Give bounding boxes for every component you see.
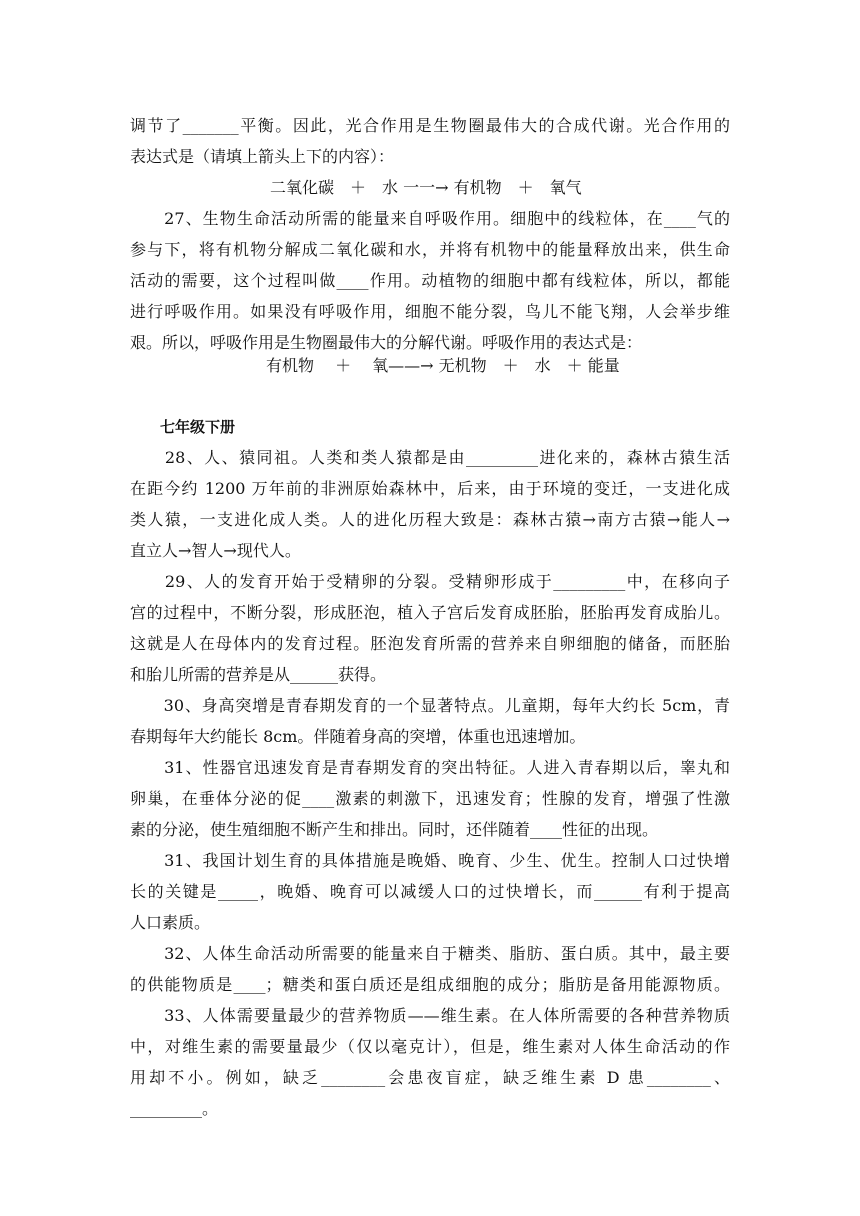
text-line: 春期每年大约能长 8cm。伴随着身高的突增，体重也迅速增加。 (130, 727, 586, 746)
text-line: 用却不小。例如，缺乏________会患夜盲症，缺乏维生素 D 患________、 (130, 1068, 730, 1087)
text-line: 人口素质。 (130, 913, 211, 932)
text-line: 卵巢，在垂体分泌的促____激素的刺激下，迅速发育；性腺的发育，增强了性激 (130, 789, 730, 808)
text-line: 和胎儿所需的营养是从______获得。 (130, 665, 387, 684)
text-line: 在距今约 1200 万年前的非洲原始森林中，后来，由于环境的变迁，一支进化成 (130, 479, 730, 498)
text-line: 进行呼吸作用。如果没有呼吸作用，细胞不能分裂，鸟儿不能飞翔，人会举步维 (130, 302, 730, 321)
text-line: 活动的需要，这个过程叫做____作用。动植物的细胞中都有线粒体，所以，都能 (130, 271, 730, 290)
text-line: 直立人→智人→现代人。 (130, 541, 301, 560)
text-line: 表达式是（请填上箭头上下的内容）： (130, 147, 395, 166)
paragraph-31b-line: 31、我国计划生育的具体措施是晚婚、晚育、少生、优生。控制人口过快增 (130, 851, 730, 870)
text-line: 宫的过程中，不断分裂，形成胚泡，植入子宫后发育成胚胎，胚胎再发育成胎儿。 (130, 603, 730, 622)
photosynthesis-equation: 二氧化碳 ＋ 水 一一→ 有机物 ＋ 氧气 (270, 178, 582, 197)
text-line: 长的关键是_____，晚婚、晚育可以减缓人口的过快增长，而______有利于提高 (130, 882, 730, 901)
paragraph-30-line: 30、身高突增是青春期发育的一个显著特点。儿童期，每年大约长 5cm，青 (130, 696, 730, 715)
text-line: 调节了_______平衡。因此，光合作用是生物圈最伟大的合成代谢。光合作用的 (130, 116, 730, 135)
text-line: 参与下，将有机物分解成二氧化碳和水，并将有机物中的能量释放出来，供生命 (130, 240, 730, 259)
respiration-equation: 有机物 ＋ 氧——→ 无机物 ＋ 水 ＋ 能量 (266, 356, 620, 375)
paragraph-29-line: 29、人的发育开始于受精卵的分裂。受精卵形成于_________中，在移向子 (130, 572, 730, 591)
text-line: 素的分泌，使生殖细胞不断产生和排出。同时，还伴随着____性征的出现。 (130, 820, 659, 839)
text-line: 类人猿，一支进化成人类。人的进化历程大致是：森林古猿→南方古猿→能人→ (130, 510, 730, 529)
paragraph-32-line: 32、人体生命活动所需要的能量来自于糖类、脂肪、蛋白质。其中，最主要 (130, 944, 730, 963)
text-line: 艰。所以，呼吸作用是生物圈最伟大的分解代谢。呼吸作用的表达式是： (130, 333, 643, 352)
section-heading: 七年级下册 (130, 418, 236, 436)
paragraph-31-line: 31、性器官迅速发育是青春期发育的突出特征。人进入青春期以后，睾丸和 (130, 758, 730, 777)
text-line: _________。 (130, 1099, 219, 1118)
text-line: 中，对维生素的需要量最少（仅以毫克计），但是，维生素对人体生命活动的作 (130, 1037, 730, 1056)
text-line: 的供能物质是____；糖类和蛋白质还是组成细胞的成分；脂肪是备用能源物质。 (130, 975, 730, 994)
paragraph-27-line: 27、生物生命活动所需的能量来自呼吸作用。细胞中的线粒体，在____气的 (130, 209, 730, 228)
paragraph-28-line: 28、人、猿同祖。人类和类人猿都是由_________进化来的，森林古猿生活 (130, 448, 730, 467)
text-line: 这就是人在母体内的发育过程。胚泡发育所需的营养来自卵细胞的储备，而胚胎 (130, 634, 730, 653)
paragraph-33-line: 33、人体需要量最少的营养物质——维生素。在人体所需要的各种营养物质 (130, 1006, 730, 1025)
